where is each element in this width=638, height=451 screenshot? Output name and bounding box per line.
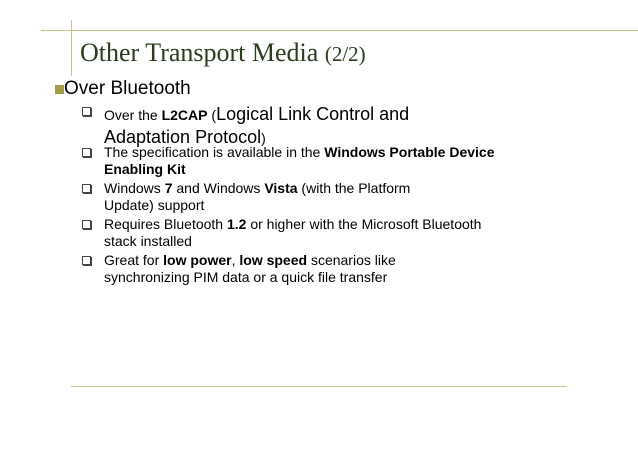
slide-title-text: Other Transport Media: [80, 38, 319, 67]
sub-bullet-text: [104, 216, 484, 250]
checkbox-bullet-icon: [82, 148, 91, 157]
bold-run: 1.2: [226, 216, 247, 232]
bold-run: 7: [164, 180, 173, 196]
top-rule: [41, 30, 638, 31]
sub-bullet-item: [82, 216, 542, 250]
sub-bullet-text: [104, 144, 542, 178]
sub-bullet-line: [104, 103, 542, 126]
text-run: Great for: [104, 252, 164, 268]
bottom-rule: [71, 386, 567, 387]
sub-bullet-item: [82, 180, 542, 214]
square-bullet-icon: [55, 85, 64, 94]
bold-run: low speed: [239, 252, 308, 268]
bold-run: Vista: [264, 180, 298, 196]
checkbox-bullet-icon: [82, 107, 91, 116]
bold-run: L2CAP: [161, 107, 208, 123]
checkbox-bullet-icon: [82, 220, 91, 229]
text-run: Over the: [104, 107, 162, 123]
text-run: Logical Link Control and: [216, 104, 410, 124]
bold-run: Windows Portable Device Enabling Kit: [104, 144, 495, 177]
text-run: or higher with the Microsoft Bluetooth stack installed: [104, 216, 482, 249]
bold-run: low power: [163, 252, 232, 268]
text-run: scenarios like synchronizing PIM data or a quick file transfer: [104, 252, 396, 285]
text-run: and Windows: [172, 180, 265, 196]
checkbox-bullet-icon: [82, 256, 91, 265]
sub-bullet-text: [104, 252, 484, 286]
text-run: Windows: [104, 180, 165, 196]
checkbox-bullet-icon: [82, 184, 91, 193]
slide-title: [80, 39, 366, 68]
text-run: ): [261, 130, 266, 146]
slide-title-part: (2/2): [324, 42, 366, 66]
text-run: ,: [231, 252, 240, 268]
text-run: (with the Platform Update) support: [104, 180, 411, 213]
level1-text: Over Bluetooth: [64, 78, 191, 99]
text-run: Requires Bluetooth: [104, 216, 227, 232]
sub-bullet-item: [82, 252, 542, 286]
text-run: The specification is available in the: [104, 144, 325, 160]
text-run: Adaptation Protocol: [104, 127, 262, 147]
level1-item: [64, 78, 191, 100]
sub-bullet-text: [104, 180, 464, 214]
sub-bullet-item: [82, 103, 542, 149]
sub-bullet-text: [104, 103, 542, 149]
sub-bullet-item: [82, 144, 542, 178]
text-run: (: [207, 107, 217, 123]
title-vertical-rule: [71, 20, 72, 76]
